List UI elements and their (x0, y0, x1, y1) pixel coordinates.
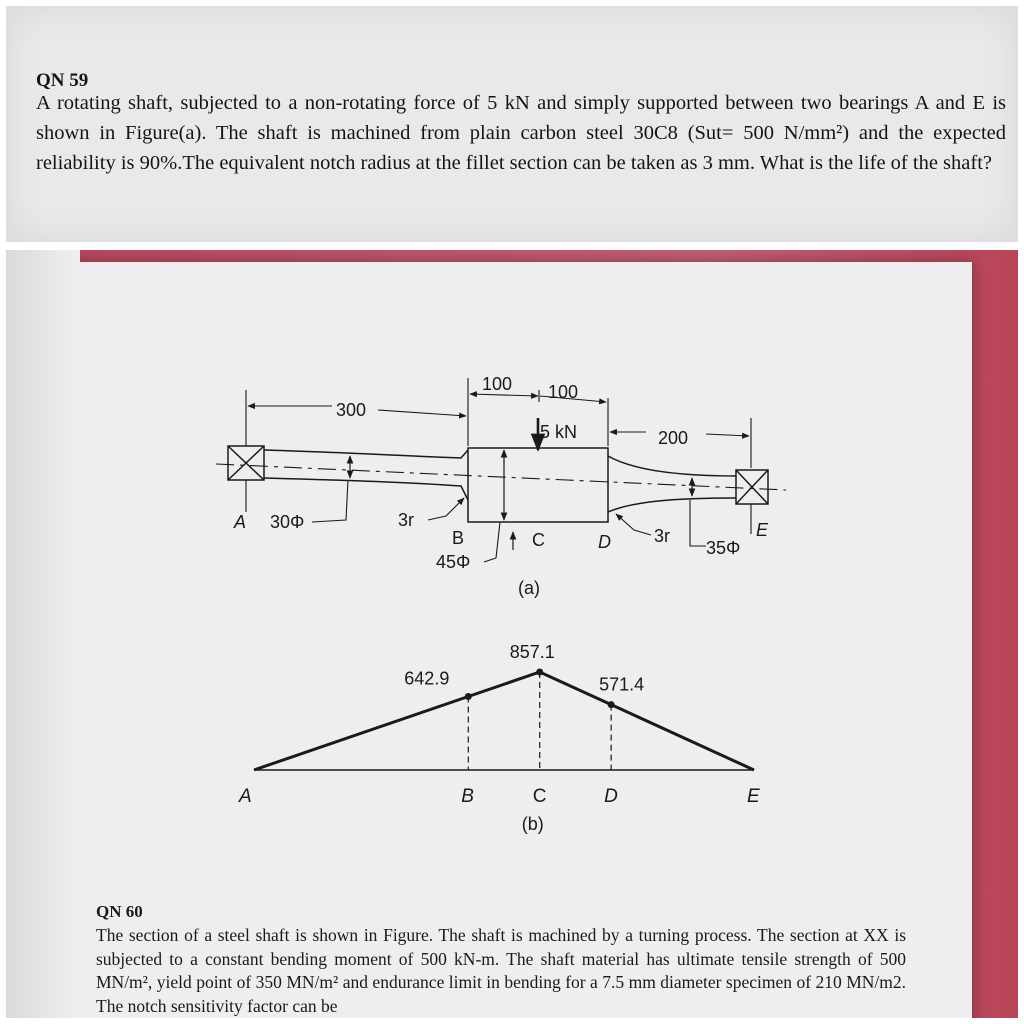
question-59-text: A rotating shaft, subjected to a non-rotating force of 5 kN and simply supported between two bearings A and E is shown in Figure(a). The shaft is machined from plain carbon steel 30C8 (Sut= 500 N/mm²) and the expected reliability is 90%.The equivalent notch radius at the fillet section can be taken as 3 mm. What is the life of the shaft? (36, 92, 1006, 174)
question-59-number: QN 59 (36, 70, 89, 91)
bmd-x-label-D: D (604, 786, 618, 807)
point-d-label: D (598, 532, 611, 552)
bmd-value-label-D: 571.4 (599, 674, 645, 695)
question-59-card (6, 6, 1018, 242)
bmd-x-label-A: A (239, 786, 252, 807)
question-60-number: QN 60 (96, 902, 143, 921)
point-a-label: A (234, 512, 247, 532)
bmd-point-D (608, 701, 615, 708)
figure-a-labels (233, 374, 769, 598)
point-c-label: C (532, 530, 545, 550)
bmd-value-label-B: 642.9 (404, 668, 450, 689)
question-60-block (96, 902, 906, 1018)
bmd-x-label-C: C (532, 786, 547, 807)
load-label: 5 kN (540, 422, 578, 442)
bmd-x-label-B: B (461, 786, 474, 807)
point-b-label: B (452, 528, 465, 548)
dia-45-label: 45Φ (436, 552, 471, 572)
shaft-section-bd (468, 448, 608, 522)
dim-100-right-label: 100 (548, 382, 579, 402)
figure-a (216, 378, 786, 562)
question-60-text: The section of a steel shaft is shown in Figure. The shaft is machined by a turning process. The section at XX is subjected to a constant bending moment of 500 kN-m. The shaft material has ultimate tensile strength of 500 MN/m², yield point of 350 MN/m² and endurance limit in bending for a 7.5 mm diameter specimen of 210 MN/m2. The notch sensitivity factor can be (96, 925, 906, 1016)
dia-35-label: 35Φ (706, 538, 741, 558)
fillet-left-label: 3r (398, 510, 415, 530)
bending-moment-diagram (238, 642, 760, 834)
dia-30-label: 30Φ (270, 512, 305, 532)
fillet-right-label: 3r (654, 526, 671, 546)
shaft-section-ab (264, 450, 468, 500)
bmd-point-C (536, 669, 543, 676)
figure-a-caption: (a) (518, 578, 540, 598)
bmd-moment-line (254, 672, 754, 770)
dim-100-left-label: 100 (482, 374, 513, 394)
bmd-value-label-C: 857.1 (509, 642, 555, 662)
point-e-label: E (756, 520, 769, 540)
textbook-photo (6, 250, 1018, 1018)
shaft-section-de (608, 456, 736, 512)
centre-line (216, 464, 786, 490)
bmd-point-B (465, 693, 472, 700)
bmd-x-label-E: E (747, 786, 760, 807)
dim-300-label: 300 (336, 400, 367, 420)
dim-200-label: 200 (658, 428, 689, 448)
bmd-caption: (b) (521, 814, 544, 834)
